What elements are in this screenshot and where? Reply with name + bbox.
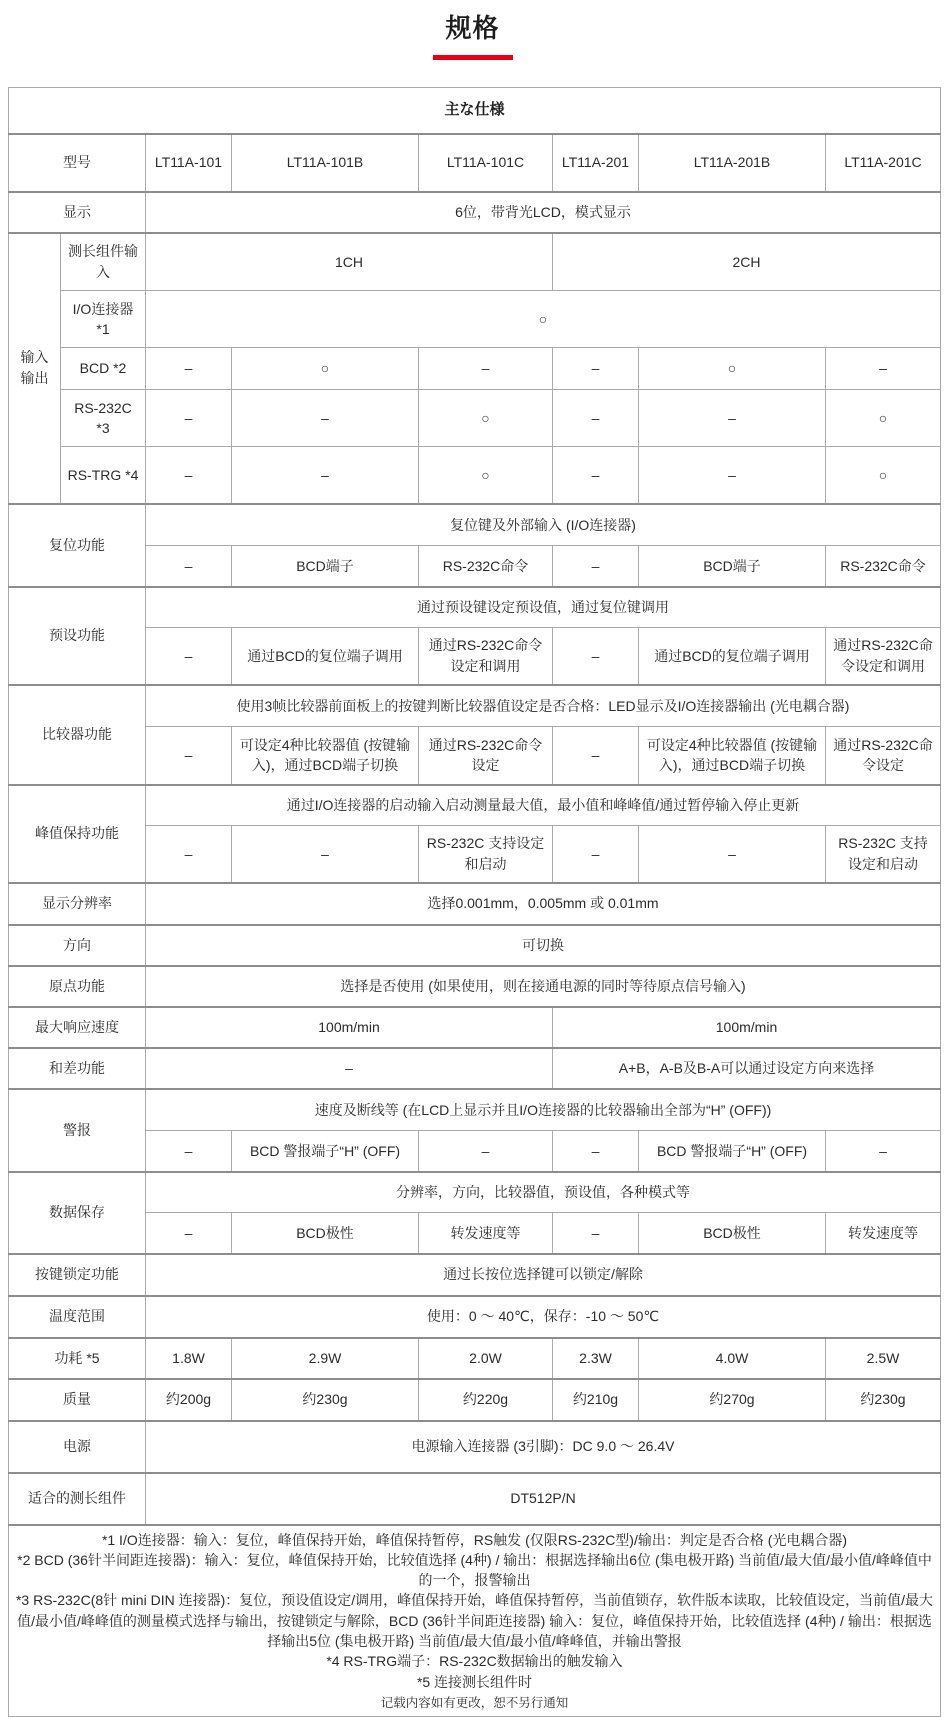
spec-row-alarm-common	[9, 1089, 941, 1131]
spec-cell: –	[146, 826, 232, 883]
spec-cell: –	[146, 628, 232, 685]
row-label-origin: 原点功能	[9, 966, 146, 1007]
spec-row-power	[9, 1421, 941, 1473]
spec-cell: 100m/min	[553, 1007, 941, 1048]
row-label-preset: 预设功能	[9, 587, 146, 685]
spec-cell: –	[553, 628, 639, 685]
spec-cell: 约200g	[146, 1379, 232, 1421]
spec-row-comparator-common	[9, 685, 941, 727]
spec-cell: BCD极性	[639, 1213, 826, 1254]
footnote-2: *2 BCD (36针半间距连接器)：输入：复位，峰值保持开始，比较值选择 (4种) / 输出：根据选择输出6位 (集电极开路) 当前值/最大值/最小值/峰峰值中的一个，报警输出	[17, 1551, 932, 1589]
spec-row-gauge-input	[9, 233, 941, 291]
spec-cell: –	[639, 447, 826, 504]
spec-cell: 选择是否使用 (如果使用，则在接通电源的同时等待原点信号输入)	[146, 966, 941, 1007]
page-title: 规格	[445, 13, 500, 43]
row-label-power-consumption: 功耗 *5	[9, 1338, 146, 1379]
spec-cell: LT11A-101	[146, 134, 232, 192]
spec-cell: LT11A-201	[553, 134, 639, 192]
spec-row-model	[9, 134, 941, 192]
spec-row-direction	[9, 925, 941, 966]
spec-cell: 通过RS-232C命令设定	[826, 727, 941, 785]
spec-cell: –	[553, 348, 639, 390]
spec-cell: –	[419, 1131, 553, 1172]
row-label-rs232c: RS-232C *3	[61, 390, 146, 447]
spec-cell: 使用3帧比较器前面板上的按键判断比较器值设定是否合格：LED显示及I/O连接器输出 (光电耦合器)	[146, 685, 941, 727]
spec-row-data-save-cells	[9, 1213, 941, 1254]
spec-cell: –	[146, 1048, 553, 1089]
spec-row-io-connector	[9, 291, 941, 348]
row-label-peak-hold: 峰值保持功能	[9, 785, 146, 883]
row-label-mass: 质量	[9, 1379, 146, 1421]
spec-cell: –	[826, 348, 941, 390]
row-label-resolution: 显示分辨率	[9, 883, 146, 925]
footnotes-row	[9, 1525, 941, 1717]
spec-cell: LT11A-101B	[232, 134, 419, 192]
spec-cell: –	[553, 826, 639, 883]
spec-cell: 2.9W	[232, 1338, 419, 1379]
spec-cell: RS-232C 支持设定和启动	[419, 826, 553, 883]
row-label-bcd: BCD *2	[61, 348, 146, 390]
spec-cell: 2CH	[553, 233, 941, 291]
spec-cell: –	[419, 348, 553, 390]
spec-cell: 2.3W	[553, 1338, 639, 1379]
spec-cell: 约230g	[232, 1379, 419, 1421]
spec-cell: 约210g	[553, 1379, 639, 1421]
spec-cell: 约270g	[639, 1379, 826, 1421]
spec-cell: 转发速度等	[419, 1213, 553, 1254]
spec-cell: 6位，带背光LCD，模式显示	[146, 192, 941, 233]
spec-row-resolution	[9, 883, 941, 925]
footnote-5: *5 连接测长组件时	[416, 1673, 533, 1690]
spec-cell: ○	[639, 348, 826, 390]
spec-cell: –	[146, 447, 232, 504]
spec-cell: –	[146, 390, 232, 447]
spec-cell: LT11A-101C	[419, 134, 553, 192]
row-label-power: 电源	[9, 1421, 146, 1473]
spec-row-data-save-common	[9, 1172, 941, 1213]
spec-row-preset-cells	[9, 628, 941, 685]
spec-row-alarm-cells	[9, 1131, 941, 1172]
spec-row-reset-cells	[9, 546, 941, 587]
spec-row-preset-common	[9, 587, 941, 628]
spec-row-reset-common	[9, 504, 941, 546]
spec-cell: 电源输入连接器 (3引脚)：DC 9.0 ～ 26.4V	[146, 1421, 941, 1473]
spec-cell: 选择0.001mm，0.005mm 或 0.01mm	[146, 883, 941, 925]
spec-cell: BCD 警报端子“H” (OFF)	[639, 1131, 826, 1172]
spec-cell: –	[639, 390, 826, 447]
spec-cell: 转发速度等	[826, 1213, 941, 1254]
spec-cell: 可切换	[146, 925, 941, 966]
row-label-io-group: 输入输出	[9, 233, 61, 504]
row-label-reset: 复位功能	[9, 504, 146, 587]
spec-cell: –	[146, 546, 232, 587]
table-header-row	[9, 88, 941, 134]
spec-cell: ○	[826, 390, 941, 447]
spec-cell: 约220g	[419, 1379, 553, 1421]
row-label-direction: 方向	[9, 925, 146, 966]
spec-cell: 可设定4种比较器值 (按键输入)，通过BCD端子切换	[232, 727, 419, 785]
spec-cell: LT11A-201C	[826, 134, 941, 192]
spec-cell: 4.0W	[639, 1338, 826, 1379]
spec-cell: RS-232C命令	[826, 546, 941, 587]
spec-cell: ○	[232, 348, 419, 390]
spec-row-power-consumption	[9, 1338, 941, 1379]
spec-cell: 1CH	[146, 233, 553, 291]
row-label-data-save: 数据保存	[9, 1172, 146, 1254]
footnotes-cell	[9, 1525, 941, 1717]
row-label-max-speed: 最大响应速度	[9, 1007, 146, 1048]
spec-row-rs232c	[9, 390, 941, 447]
row-label-display: 显示	[9, 192, 146, 233]
spec-cell: ○	[419, 447, 553, 504]
spec-cell: –	[553, 1131, 639, 1172]
spec-cell: ○	[419, 390, 553, 447]
spec-cell: 通过BCD的复位端子调用	[232, 628, 419, 685]
spec-cell: DT512P/N	[146, 1473, 941, 1525]
spec-cell: LT11A-201B	[639, 134, 826, 192]
table-header: 主な仕様	[9, 88, 941, 134]
spec-cell: ○	[826, 447, 941, 504]
spec-cell: A+B，A-B及B-A可以通过设定方向来选择	[553, 1048, 941, 1089]
row-label-comparator: 比较器功能	[9, 685, 146, 785]
spec-cell: 分辨率，方向，比较器值，预设值，各种模式等	[146, 1172, 941, 1213]
spec-cell: –	[553, 447, 639, 504]
spec-cell: 通过长按位选择键可以锁定/解除	[146, 1254, 941, 1296]
spec-cell: 通过I/O连接器的启动输入启动测量最大值，最小值和峰峰值/通过暂停输入停止更新	[146, 785, 941, 826]
spec-cell: BCD 警报端子“H” (OFF)	[232, 1131, 419, 1172]
spec-row-comparator-cells	[9, 727, 941, 785]
spec-cell: –	[232, 447, 419, 504]
spec-row-bcd	[9, 348, 941, 390]
spec-cell: 可设定4种比较器值 (按键输入)，通过BCD端子切换	[639, 727, 826, 785]
footnote-1: *1 I/O连接器：输入：复位，峰值保持开始，峰值保持暂停，RS触发 (仅限RS-232C型)/输出：判定是否合格 (光电耦合器)	[101, 1531, 848, 1548]
spec-cell: –	[553, 1213, 639, 1254]
spec-cell: ○	[146, 291, 941, 348]
spec-row-key-lock	[9, 1254, 941, 1296]
spec-cell: BCD极性	[232, 1213, 419, 1254]
row-label-key-lock: 按键锁定功能	[9, 1254, 146, 1296]
spec-cell: BCD端子	[232, 546, 419, 587]
row-label-model: 型号	[9, 134, 146, 192]
spec-cell: 通过BCD的复位端子调用	[639, 628, 826, 685]
spec-row-origin	[9, 966, 941, 1007]
spec-cell: –	[826, 1131, 941, 1172]
spec-cell: RS-232C 支持设定和启动	[826, 826, 941, 883]
spec-row-max-speed	[9, 1007, 941, 1048]
spec-cell: –	[232, 390, 419, 447]
spec-cell: 通过RS-232C命令设定	[419, 727, 553, 785]
spec-cell: 100m/min	[146, 1007, 553, 1048]
spec-row-rstrg	[9, 447, 941, 504]
spec-cell: 1.8W	[146, 1338, 232, 1379]
row-label-gauge-input: 测长组件输入	[61, 233, 146, 291]
row-label-io-connector: I/O连接器 *1	[61, 291, 146, 348]
spec-cell: 2.0W	[419, 1338, 553, 1379]
spec-cell: –	[146, 727, 232, 785]
spec-cell: 复位键及外部输入 (I/O连接器)	[146, 504, 941, 546]
spec-cell: RS-232C命令	[419, 546, 553, 587]
title-underline-bar	[433, 55, 513, 60]
spec-row-peak-common	[9, 785, 941, 826]
spec-cell: –	[553, 546, 639, 587]
row-label-alarm: 警报	[9, 1089, 146, 1172]
spec-row-temperature	[9, 1296, 941, 1338]
spec-row-peak-cells	[9, 826, 941, 883]
spec-cell: 通过RS-232C命令设定和调用	[419, 628, 553, 685]
row-label-temperature: 温度范围	[9, 1296, 146, 1338]
spec-row-gauge	[9, 1473, 941, 1525]
spec-row-display	[9, 192, 941, 233]
footnote-4: *4 RS-TRG端子：RS-232C数据输出的触发输入	[326, 1653, 623, 1670]
spec-cell: 通过RS-232C命令设定和调用	[826, 628, 941, 685]
spec-cell: –	[146, 348, 232, 390]
spec-cell: –	[232, 826, 419, 883]
spec-cell: 2.5W	[826, 1338, 941, 1379]
spec-cell: –	[639, 826, 826, 883]
spec-cell: –	[146, 1131, 232, 1172]
spec-cell: –	[553, 390, 639, 447]
spec-row-sum-diff	[9, 1048, 941, 1089]
spec-cell: 速度及断线等 (在LCD上显示并且I/O连接器的比较器输出全部为“H” (OFF))	[146, 1089, 941, 1131]
spec-cell: 约230g	[826, 1379, 941, 1421]
spec-cell: –	[553, 727, 639, 785]
disclaimer-text: 记载内容如有更改，恕不另行通知	[380, 1695, 569, 1710]
row-label-sum-diff: 和差功能	[9, 1048, 146, 1089]
spec-cell: 通过预设键设定预设值，通过复位键调用	[146, 587, 941, 628]
spec-cell: BCD端子	[639, 546, 826, 587]
row-label-gauge: 适合的测长组件	[9, 1473, 146, 1525]
spec-cell: –	[146, 1213, 232, 1254]
row-label-rstrg: RS-TRG *4	[61, 447, 146, 504]
spec-table	[8, 87, 941, 1717]
footnote-3: *3 RS-232C(8针 mini DIN 连接器)：复位，预设值设定/调用，峰值保持开始，峰值保持暂停，当前值锁存，软件版本读取，比较值设定，当前值/最大值/最小值/峰峰值的测量模式选择与输出，按键锁定与解除，BCD (36针半间距连接器) 输入：复位，峰值保持开始，比较值选择 (4种) / 输出：根据选择输出5位 (集电极开路) 当前值/最大值/最小值/峰峰值，并输出警报	[15, 1592, 934, 1649]
spec-cell: 使用：0 ～ 40℃，保存：-10 ～ 50℃	[146, 1296, 941, 1338]
spec-row-mass	[9, 1379, 941, 1421]
